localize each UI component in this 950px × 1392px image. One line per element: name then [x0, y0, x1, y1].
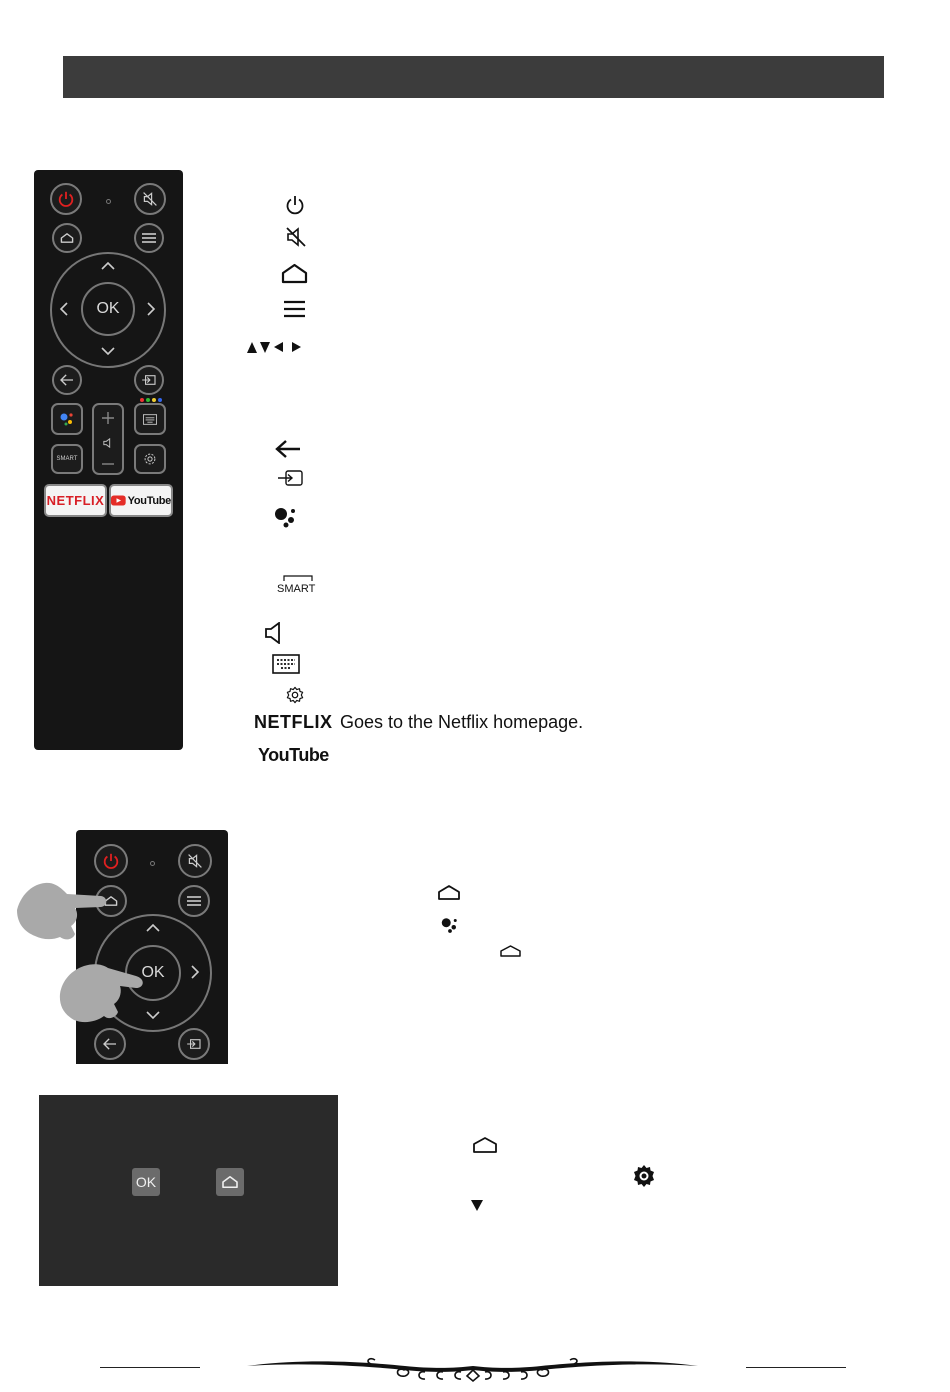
youtube-logo: YouTube [127, 494, 171, 507]
legend-youtube-logo: YouTube [258, 745, 329, 765]
color-dot-red [140, 398, 144, 402]
input-icon [187, 1038, 201, 1050]
hand-pointer-ok-icon [58, 960, 148, 1026]
minus-icon [102, 462, 114, 466]
assistant-icon [59, 411, 75, 427]
up-arrow-icon [100, 261, 116, 271]
inline-home-icon-2 [499, 944, 522, 958]
right-arrow-icon [190, 964, 200, 980]
power-button-2 [94, 844, 128, 878]
input-button-2 [178, 1028, 210, 1060]
inline-home-icon-3 [472, 1136, 498, 1154]
back-icon [103, 1038, 117, 1050]
led-indicator [106, 199, 111, 204]
ok-label-2: OK [141, 964, 165, 981]
power-icon [102, 852, 120, 870]
legend-back-icon [275, 439, 301, 459]
netflix-logo: NETFLIX [46, 493, 105, 508]
down-arrow-icon [100, 346, 116, 356]
hand-pointer-home-icon [15, 880, 110, 942]
youtube-play-icon [111, 495, 126, 506]
menu-button-2 [178, 885, 210, 917]
header-bar [63, 56, 884, 98]
legend-netflix-text: Goes to the Netflix homepage. [340, 712, 584, 732]
inline-settings-icon [632, 1164, 656, 1188]
inline-down-arrow-icon [470, 1199, 484, 1212]
color-dot-yellow [152, 398, 156, 402]
legend-home-icon [281, 263, 308, 285]
netflix-button [44, 484, 107, 517]
settings-icon [143, 452, 157, 466]
youtube-button [109, 484, 173, 517]
screen-home-key [216, 1168, 244, 1196]
back-button [52, 365, 82, 395]
legend-mute-icon [285, 226, 307, 248]
mute-icon [142, 191, 158, 207]
back-icon [60, 374, 74, 386]
mute-button-2 [178, 844, 212, 878]
screen-ok-key [132, 1168, 160, 1196]
legend-power-icon [285, 195, 305, 215]
legend-input-icon [278, 470, 304, 486]
legend-smart-icon [277, 575, 319, 597]
legend-volume-icon [265, 622, 283, 644]
legend-settings-icon [286, 686, 304, 704]
power-button [50, 183, 82, 215]
keyboard-button [134, 403, 166, 435]
screen-ok-label: OK [135, 1174, 157, 1190]
smart-button [51, 444, 83, 474]
inline-assistant-icon [440, 916, 460, 934]
input-button [134, 365, 164, 395]
smart-label: SMART [56, 456, 78, 462]
remote-control-closeup [76, 830, 228, 1064]
legend-netflix-logo: NETFLIX [254, 712, 333, 732]
legend-menu-icon [284, 300, 305, 318]
home-icon [60, 232, 74, 244]
legend-assistant-icon [273, 505, 299, 529]
plus-icon [102, 412, 114, 424]
power-icon [57, 190, 75, 208]
color-dot-green [146, 398, 150, 402]
inline-home-icon [437, 884, 461, 901]
volume-rocker [92, 403, 124, 475]
legend-arrows-icon [246, 340, 304, 354]
keyboard-icon [143, 414, 157, 425]
menu-icon [187, 895, 201, 907]
remote-control-diagram [34, 170, 183, 750]
input-icon [142, 374, 156, 386]
footer-rule-right [746, 1367, 846, 1368]
tv-screen-illustration [39, 1095, 338, 1286]
ok-button [81, 282, 135, 336]
footer-ornament [245, 1352, 700, 1384]
ok-label: OK [96, 300, 120, 317]
right-arrow-icon [146, 301, 156, 317]
color-dot-blue [158, 398, 162, 402]
legend-smart-label: SMART [277, 583, 316, 595]
assistant-button [51, 403, 83, 435]
up-arrow-icon [145, 923, 161, 933]
home-icon [221, 1175, 239, 1189]
back-button-2 [94, 1028, 126, 1060]
mute-button [134, 183, 166, 215]
smart-bracket-icon [283, 575, 313, 581]
legend-keyboard-icon [272, 654, 300, 674]
home-button [52, 223, 82, 253]
left-arrow-icon [59, 301, 69, 317]
footer-rule-left [100, 1367, 200, 1368]
mute-icon [187, 853, 203, 869]
menu-icon [142, 232, 156, 244]
led-indicator-2 [150, 861, 155, 866]
menu-button [134, 223, 164, 253]
settings-button [134, 444, 166, 474]
volume-icon [103, 438, 113, 448]
